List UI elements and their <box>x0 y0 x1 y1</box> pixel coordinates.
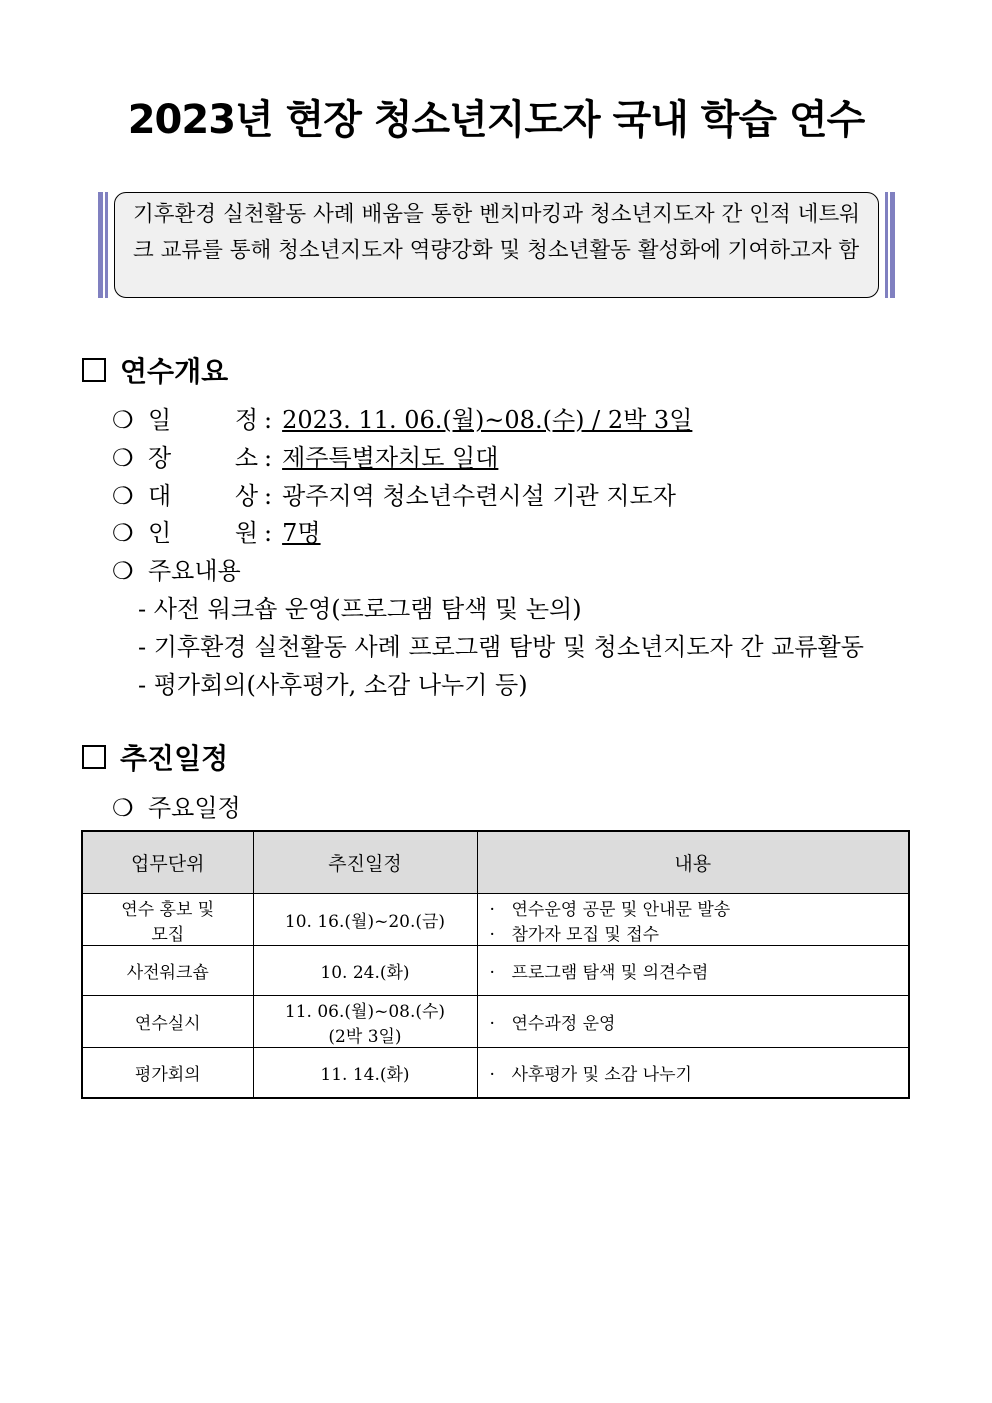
item-label: 주요내용 <box>148 557 241 585</box>
purpose-text: 기후환경 실천활동 사례 배움을 통한 벤치마킹과 청소년지도자 간 인적 네트워크 교류를 통해 청소년지도자 역량강화 및 청소년활동 활성화에 기여하고자 함 <box>114 192 879 298</box>
cell-line <box>490 895 909 920</box>
colon: : <box>264 444 273 472</box>
checkbox-square-icon <box>82 358 106 382</box>
cell-text: 프로그램 탐색 및 의견수렴 <box>511 963 709 983</box>
cell-line: 연수 홍보 및 <box>121 899 215 920</box>
unit-cell: 평가회의 <box>82 1048 253 1098</box>
left-border-bar <box>98 192 103 298</box>
circle-bullet-icon: ❍ <box>112 482 134 510</box>
header-cell: 업무단위 <box>82 831 253 894</box>
date-cell: 11. 14.(화) <box>253 1048 477 1098</box>
table-row <box>82 946 909 996</box>
item-value: 제주특별자치도 일대 <box>282 444 499 472</box>
right-border-bar <box>890 192 895 298</box>
date-cell: 10. 24.(화) <box>253 946 477 996</box>
label-char: 소 <box>234 444 258 472</box>
section-heading-schedule <box>82 737 228 777</box>
cell-text: 연수과정 운영 <box>511 1014 616 1034</box>
dot-bullet-icon: · <box>489 899 495 920</box>
header-cell: 추진일정 <box>253 831 477 894</box>
item-value: 2023. 11. 06.(월)~08.(수) / 2박 3일 <box>282 406 693 434</box>
date-cell <box>253 996 477 1048</box>
unit-cell: 연수실시 <box>82 996 253 1048</box>
dot-bullet-icon: · <box>489 963 495 983</box>
table-row <box>82 1048 909 1098</box>
overview-item-headcount <box>112 513 321 548</box>
dot-bullet-icon: · <box>489 924 495 945</box>
cell-text: 연수운영 공문 및 안내문 발송 <box>511 899 731 920</box>
label-char: 정 <box>234 406 258 434</box>
unit-cell: 사전워크숍 <box>82 946 253 996</box>
section-title: 추진일정 <box>120 742 229 775</box>
content-cell <box>477 1048 909 1098</box>
table-row <box>82 894 909 946</box>
circle-bullet-icon: ❍ <box>112 519 134 547</box>
content-cell <box>477 894 909 946</box>
overview-item-schedule <box>112 400 692 435</box>
label-char: 장 <box>148 444 172 472</box>
section-title: 연수개요 <box>120 355 229 388</box>
colon: : <box>264 406 273 434</box>
colon: : <box>264 482 273 510</box>
circle-bullet-icon: ❍ <box>112 557 134 585</box>
item-label <box>148 476 258 511</box>
right-border-bar <box>885 192 888 298</box>
dot-bullet-icon: · <box>489 1014 495 1034</box>
circle-bullet-icon: ❍ <box>112 794 134 822</box>
item-value: 광주지역 청소년수련시설 기관 지도자 <box>282 482 676 510</box>
content-cell <box>477 946 909 996</box>
cell-text: 사후평가 및 소감 나누기 <box>511 1064 692 1085</box>
purpose-box <box>98 190 895 300</box>
label-char: 일 <box>148 406 172 434</box>
checkbox-square-icon <box>82 745 106 769</box>
label-char: 인 <box>148 519 172 547</box>
date-cell <box>253 894 477 946</box>
item-label <box>148 400 258 435</box>
table-row <box>82 996 909 1048</box>
document-title: 2023년 현장 청소년지도자 국내 학습 연수 <box>127 97 865 143</box>
header-cell: 내용 <box>477 831 909 894</box>
circle-bullet-icon: ❍ <box>112 406 134 434</box>
dot-bullet-icon: · <box>489 1064 495 1085</box>
section-heading-overview <box>82 350 228 390</box>
label-char: 원 <box>234 519 258 547</box>
schedule-table <box>81 830 910 1099</box>
item-label: 주요일정 <box>148 794 241 822</box>
item-value: 7명 <box>282 519 321 547</box>
cell-line: (2박 3일) <box>328 1026 402 1047</box>
content-list-item: - 사전 워크숍 운영(프로그램 탐색 및 논의) <box>138 595 582 623</box>
content-list-item: - 평가회의(사후평가, 소감 나누기 등) <box>138 671 528 699</box>
item-label <box>148 513 258 548</box>
cell-text: 참가자 모집 및 접수 <box>511 924 660 945</box>
table-header-row <box>82 831 909 894</box>
content-list-item: - 기후환경 실천활동 사례 프로그램 탐방 및 청소년지도자 간 교류활동 <box>138 633 864 661</box>
item-label <box>148 438 258 473</box>
overview-item-place <box>112 438 498 473</box>
content-cell <box>477 996 909 1048</box>
circle-bullet-icon: ❍ <box>112 444 134 472</box>
label-char: 상 <box>234 482 258 510</box>
label-char: 대 <box>148 482 172 510</box>
schedule-sub-heading <box>112 788 241 823</box>
left-border-bar <box>105 192 108 298</box>
colon: : <box>264 519 273 547</box>
overview-item-content <box>112 551 241 586</box>
cell-line: 11. 06.(월)~08.(수) <box>284 1001 446 1022</box>
cell-line: 모집 <box>151 924 185 945</box>
cell-line: 10. 16.(월)~20.(금) <box>284 912 446 932</box>
cell-line <box>490 920 909 945</box>
unit-cell <box>82 894 253 946</box>
overview-item-target <box>112 476 676 511</box>
